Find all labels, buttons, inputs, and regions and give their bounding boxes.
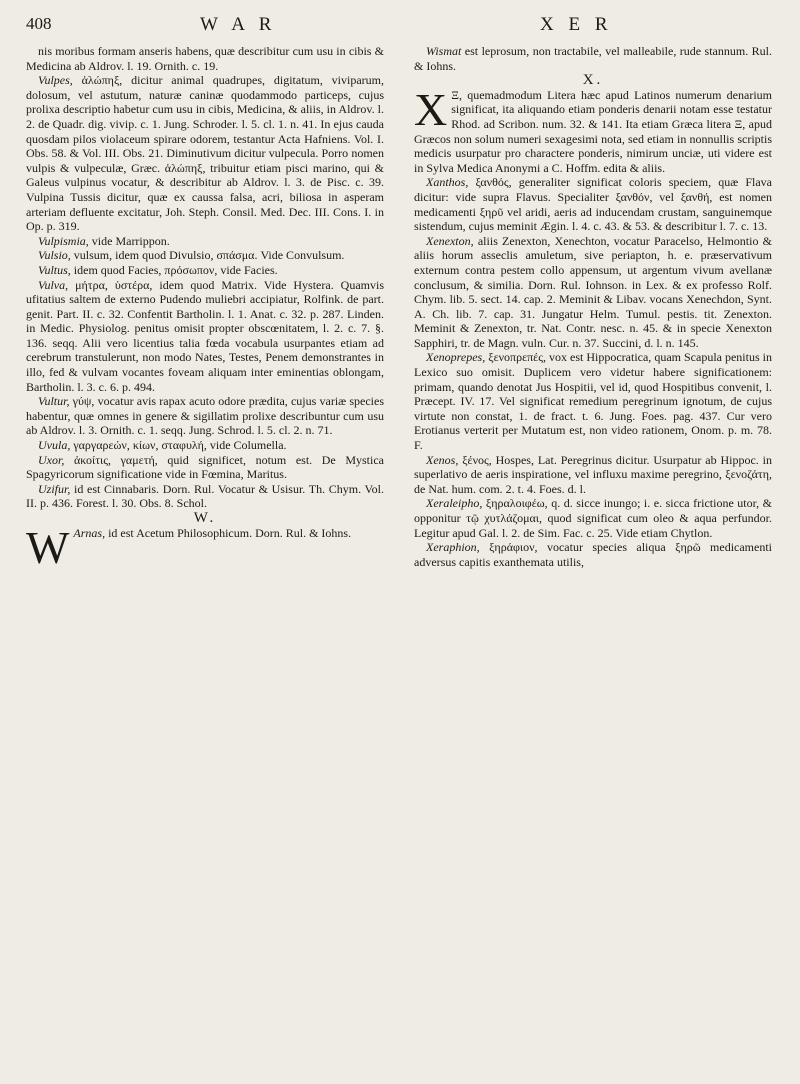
dictionary-entry	[414, 350, 772, 452]
entry-text: μήτρα, ὑστέρα, idem quod Matrix. Vide Hystera. Quamvis ufitatius saltem de externo Pudendo muliebri accipiatur, Rolfink. de part. genit. Part. II. c. 32. Confentit Bartholin. l. 1. Anat. c. 32. p. 287. Linden. in Medic. Physiolog. penitus omisit propter obscœnitatem, l. 2. c. 7. §. 136. seqq. Alii vero licentius talia fœda vocabula usurpantes etiam ad cerebrum transtulerunt, non modo Nates, Testes, Penem demonstrantes in illo, fed & vulvam vocantes foveam aliquam inter eminentias oblongam, Bartholin. l. 3. c. 6. p. 494.	[26, 277, 385, 394]
entry-lemma: Vulpes,	[38, 73, 73, 88]
entry-text: γύψ, vocatur avis rapax acuto odore prædita, cujus variæ species habentur, quæ omnes in genere & sigillatim prolixe describuntur cum usu ab Aldrov. l. 3. Ornith. c. 1. seqq. Jung. Schrod. l. 5. cl. 2. n. 71.	[26, 394, 384, 438]
dictionary-entry	[414, 175, 772, 233]
dictionary-entry	[26, 234, 384, 249]
entry-text: aliis Zenexton, Xenechton, vocatur Paracelso, Helmontio & aliis horum asseclis amuletum, sive periapton, h. e. præservativum externum contra pestem collo appensum, ut argentum vivum avellanæ conclusum, & similia. Dorn. Rul. Iohnson. in Lex. & ex professo Rolf. Chym. lib. 5. sect. 14. cap. 2. Meminit & Libav. vocans Xenechdon, Synt. A. Ch. lib. 7. cap. 31. Jungatur Helm. Tumul. pestis. tit. Zenexton. Meminit & Zenexton, tr. Nat. Contr. nesc. n. 45. & in specie Xenexton Sapphiri, tr. de Magn. vuln. Cur. n. 37. Succini, d. l. n. 145.	[414, 233, 772, 350]
entry-lemma: Xenos,	[426, 452, 459, 467]
dictionary-entry	[26, 482, 384, 511]
entry-text: vide Marrippon.	[91, 233, 170, 248]
dictionary-entry	[414, 496, 772, 540]
section-letter-w: W.	[193, 510, 217, 526]
dictionary-entry	[26, 453, 384, 482]
running-header	[0, 14, 800, 40]
dictionary-entry	[26, 521, 384, 573]
dictionary-entry	[26, 263, 384, 278]
entry-lemma: Xeraleipho,	[426, 496, 483, 511]
left-column-heading: W A R	[200, 14, 277, 35]
dictionary-entry	[26, 73, 384, 234]
entry-text: γαργαρεών, κίων, σταφυλή, vide Columella.	[73, 438, 287, 453]
entry-lemma: Uxor,	[38, 452, 65, 467]
entry-lemma: Xanthos,	[426, 175, 469, 190]
entry-text: ἀκοίτις, γαμετή, quid significet, notum est. De Mystica Spagyricorum significatione vide in Fœmina, Maritus.	[26, 452, 384, 482]
entry-text: idem quod Facies, πρόσωπον, vide Facies.	[73, 262, 278, 277]
entry-lemma: Vulsio,	[38, 248, 71, 263]
entry-text: id est Cinnabaris. Dorn. Rul. Vocatur & Usisur. Th. Chym. Vol. II. p. 436. Forest. l. 30. Obs. 8. Schol.	[26, 481, 385, 511]
entry-text: ξανθός, generaliter significat coloris speciem, quæ Flava dicitur: vide supra Flavus. Specialiter ξανθόν, vel ξανθή, est nomen medicamenti ξηρῦ vel aridi, aeris ad inducendam crustam, sanguinemque sistendum, cujus meminit Ægin. l. 4. c. 43. & 53. & describitur l. 7. c. 13.	[414, 175, 772, 234]
entry-lemma: Vultur,	[38, 394, 70, 409]
dictionary-entry	[414, 83, 772, 176]
entry-text: Ξ, quemadmodum Litera hæc apud Latinos numerum denarium significat, ita aliquando etiam ponderis denarii notam esse testatur Rhod. ad Scribon. num. 32. & 141. Ita etiam Græca litera Ξ, apud Græcos non solum numeri sexagesimi nota, sed etiam in nonnullis scriptis medicis usurpatur pro charactere ponderis, nimirum unciæ, uti videre est in Sylva Medica Anonymi a C. Hoffm. edita & aliis.	[414, 87, 772, 175]
dictionary-entry	[26, 248, 384, 263]
dictionary-entry	[414, 234, 772, 351]
entry-text: ξένος, Hospes, Lat. Peregrinus dicitur. Usurpatur ab Hippoc. in superlativo de aeris inspiratione, vel influxu maxime peregrino, ξενοζάτη, de Nat. hum. com. 2. t. 4. Foes. d. l.	[414, 452, 772, 496]
entry-lemma: Wismat	[426, 44, 462, 58]
entry-lemma: Xeraphion,	[426, 540, 480, 555]
right-column	[414, 44, 772, 569]
entry-text: ξηραλοιφέω, q. d. sicce inungo; i. e. sicca frictione utor, & opponitur τῷ χυτλάζομαι, quod significat cum oleo & aqua perfundor. Legitur apud Gal. l. 2. de Sim. Fac. c. 25. Vide etiam Chytlon.	[414, 496, 773, 540]
drop-cap-w: W	[26, 521, 70, 573]
dictionary-entry	[26, 394, 384, 438]
entry-text: id est Acetum Philosophicum. Dorn. Rul. & Iohns.	[108, 525, 352, 540]
entry-text: vulsum, idem quod Divulsio, σπάσμα. Vide Convulsum.	[73, 248, 345, 263]
drop-cap-x: X	[414, 83, 448, 135]
entry-text: ξηράφιον, vocatur species aliqua ξηρῶ medicamenti adversus capitis exanthemata utilis,	[414, 540, 773, 569]
entry-lemma: Uzifur,	[38, 481, 71, 496]
entry-text: ξενοπρεπές, vox est Hippocratica, quam Scapula penitus in Lexico suo omisit. Duplicem vero videtur habere significationem: primam, quando denotat Jus Hospitii, vel id, quod Hospitibus convenit, l. Præcept. IV. 17. Vel significat remedium peregrinum ignotum, de cujus virtute non constat, 1. de fract. t. 6. Jung. Foes. pag. 437. Cur vero Erotianus verterit per Mutatum est, non video rationem, Onom. p. m. 78. F.	[414, 350, 772, 453]
dictionary-entry	[26, 278, 384, 395]
dictionary-entry: nis moribus formam anseris habens, quæ describitur cum usu in cibis & Medicina ab Aldrov. l. 19. Ornith. c. 19.	[26, 44, 384, 73]
entry-lemma: Xenoprepes,	[426, 350, 486, 365]
dictionary-entry	[414, 453, 772, 497]
entry-lemma: Uvula,	[38, 438, 71, 453]
entry-lemma: Vulva,	[38, 277, 69, 292]
entry-text: est leprosum, non tractabile, vel malleabile, rude stannum. Rul. & Iohns.	[414, 44, 772, 73]
entry-lemma: Arnas,	[73, 525, 106, 540]
entry-lemma: Xenexton,	[426, 233, 474, 248]
entry-lemma: Vulpismia,	[38, 233, 89, 248]
page-number: 408	[26, 14, 52, 33]
right-column-heading: X E R	[540, 14, 613, 35]
dictionary-entry	[414, 44, 772, 73]
left-column	[26, 44, 385, 573]
entry-text: ἀλώπηξ, dicitur animal quadrupes, digitatum, viviparum, dolosum, vel astutum, naturæ caninæ quodammodo particeps, cujus prolixa descriptio habetur cum usu in cibis, Medicina, & aliis, in Aldrov. l. 2. de Quadr. dig. vivip. c. 1. Jung. Schroder. l. 5. cl. 1. n. 41. In ejus cauda quosdam pilos violaceum spirare odorem, testantur Acta Hafniens. Vol. I. Obs. 58. & Vol. III. Obs. 21. Diminutivum dicitur vulpecula. Porro nomen vulpis & vulpeculæ, Græc. ἀλώπηξ, tribuitur etiam pisci marino, qui & Galeus vulpinus vocatur, & describitur ab Aldrov. l. 3. de Pisc. c. 39. Vulpina Tussis dicitur, quæ ex caussa falsa, acri, biliosa in asperam arteriam defluente excitatur, Joh. Steph. Consil. Med. Dec. III. Cons. I. in Op. p. 319.	[26, 73, 385, 234]
section-letter-x: X.	[582, 72, 604, 89]
dictionary-entry	[414, 540, 772, 569]
entry-lemma: Vultus,	[38, 262, 71, 277]
dictionary-entry	[26, 438, 384, 453]
